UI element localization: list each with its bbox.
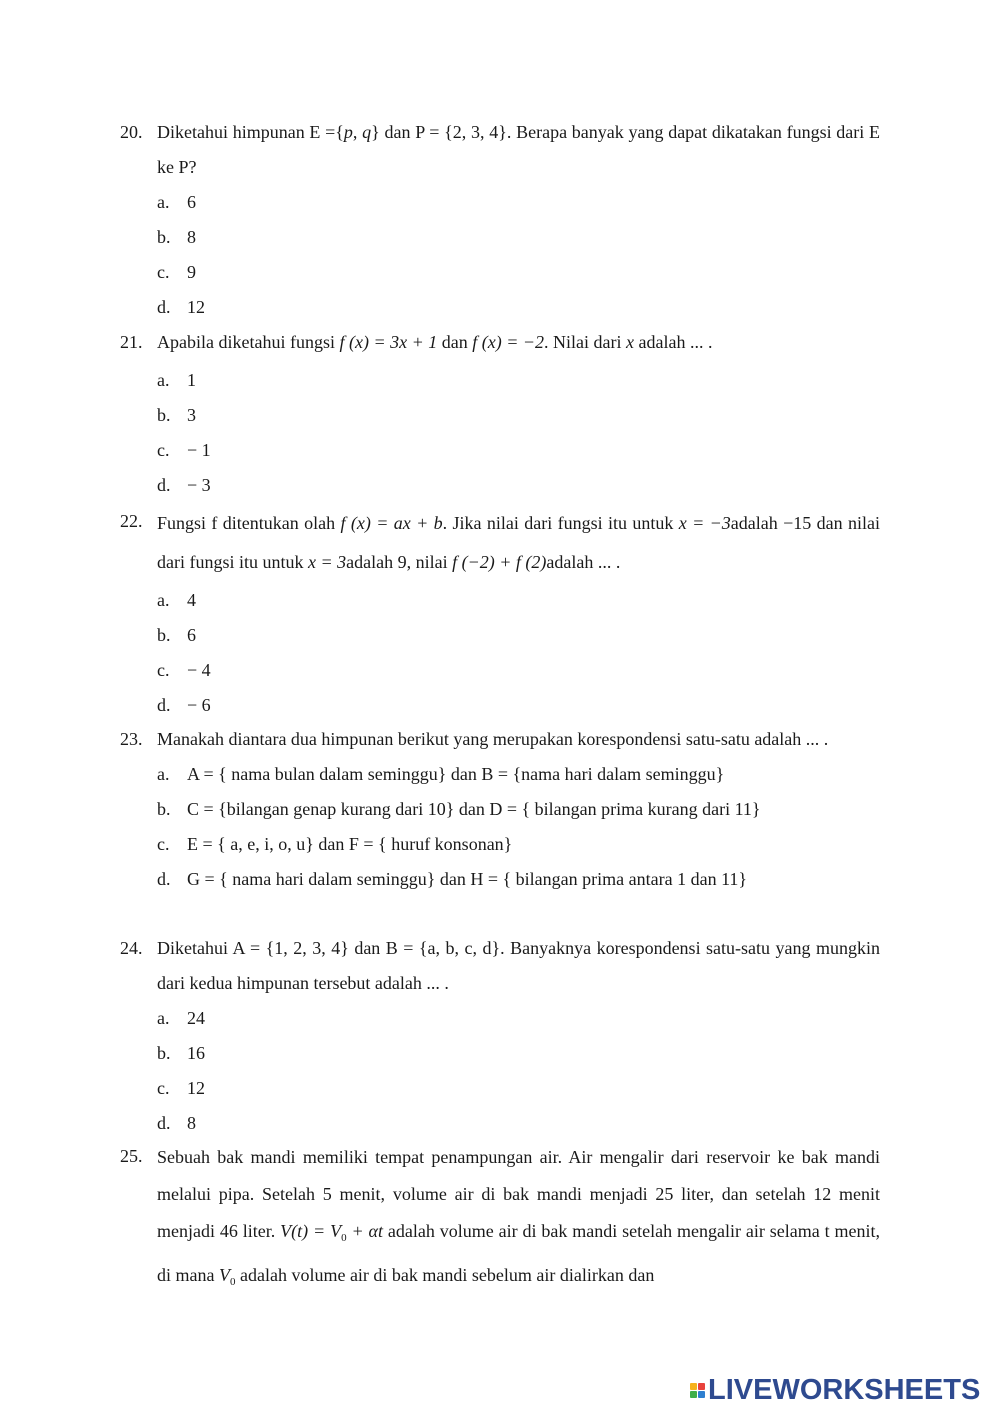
liveworksheets-logo: [690, 1372, 990, 1408]
question-21: [120, 325, 880, 503]
question-number: 22.: [120, 511, 143, 531]
option-d[interactable]: d. − 6: [157, 695, 211, 715]
option-b[interactable]: b. 3: [157, 405, 196, 425]
option-d[interactable]: d. G = { nama hari dalam seminggu} dan H = { bilangan prima antara 1 dan 11}: [157, 869, 748, 889]
option-a[interactable]: a. 24: [157, 1008, 205, 1028]
question-text: Manakah diantara dua himpunan berikut yang merupakan korespondensi satu-satu adalah ... .: [157, 729, 829, 749]
option-d[interactable]: d. 12: [157, 297, 205, 317]
logo-square-icon: [690, 1391, 697, 1398]
question-22: [120, 504, 880, 723]
option-b[interactable]: b. 6: [157, 625, 196, 645]
option-c[interactable]: c. E = { a, e, i, o, u} dan F = { huruf konsonan}: [157, 834, 513, 854]
logo-square-icon: [698, 1383, 705, 1390]
options-list: [157, 757, 880, 897]
logo-square-icon: [690, 1383, 697, 1390]
option-b[interactable]: b. 16: [157, 1043, 205, 1063]
question-number: 21.: [120, 332, 143, 352]
question-number: 24.: [120, 938, 143, 958]
option-b[interactable]: b. C = {bilangan genap kurang dari 10} dan D = { bilangan prima kurang dari 11}: [157, 799, 761, 819]
question-23: [120, 722, 880, 897]
options-list: [157, 583, 880, 723]
options-list: [157, 185, 880, 325]
question-number: 23.: [120, 729, 143, 749]
option-d[interactable]: d. − 3: [157, 475, 211, 495]
option-d[interactable]: d. 8: [157, 1113, 196, 1133]
option-c[interactable]: c. 9: [157, 262, 196, 282]
logo-square-icon: [698, 1391, 705, 1398]
option-c[interactable]: c. − 1: [157, 440, 211, 460]
question-20: [120, 115, 880, 325]
question-text: Diketahui himpunan E ={p, q} dan P = {2, 3, 4}. Berapa banyak yang dapat dikatakan fungsi dari E ke P?: [157, 122, 880, 177]
logo-text: LIVEWORKSHEETS: [708, 1373, 981, 1406]
question-text: Sebuah bak mandi memiliki tempat penampungan air. Air mengalir dari reservoir ke bak mandi melalui pipa. Setelah 5 menit, volume air di bak mandi menjadi 25 liter, dan setelah 12 menit menjadi 46 liter. $V(t) = V_0 + \alpha t$ adalah volume air di bak mandi setelah mengalir air selama t menit, di mana $V_0$ adalah volume air di bak mandi sebelum air dialirkan dan: [157, 1147, 880, 1288]
question-text: Diketahui A = {1, 2, 3, 4} dan B = {a, b, c, d}. Banyaknya korespondensi satu-satu yang mungkin dari kedua himpunan tersebut adalah ... .: [157, 938, 880, 993]
option-c[interactable]: c. − 4: [157, 660, 211, 680]
question-text: Fungsi f ditentukan olah f (x) = ax + b. Jika nilai dari fungsi itu untuk x = −3adalah −15 dan nilai dari fungsi itu untuk x = 3adalah 9, nilai f (−2) + f (2)adalah ... .: [157, 513, 880, 572]
option-b[interactable]: b. 8: [157, 227, 196, 247]
question-number: 25.: [120, 1146, 143, 1166]
question-25: [120, 1139, 880, 1301]
options-list: [157, 1001, 880, 1141]
options-list: [157, 363, 880, 503]
option-a[interactable]: a. A = { nama bulan dalam seminggu} dan B = {nama hari dalam seminggu}: [157, 764, 725, 784]
option-a[interactable]: a. 6: [157, 192, 196, 212]
option-a[interactable]: a. 4: [157, 590, 196, 610]
question-24: [120, 931, 880, 1141]
logo-icon: [690, 1383, 705, 1398]
option-a[interactable]: a. 1: [157, 370, 196, 390]
question-text: Apabila diketahui fungsi f (x) = 3x + 1 dan f (x) = −2. Nilai dari x adalah ... .: [157, 332, 713, 352]
question-number: 20.: [120, 122, 143, 142]
option-c[interactable]: c. 12: [157, 1078, 205, 1098]
